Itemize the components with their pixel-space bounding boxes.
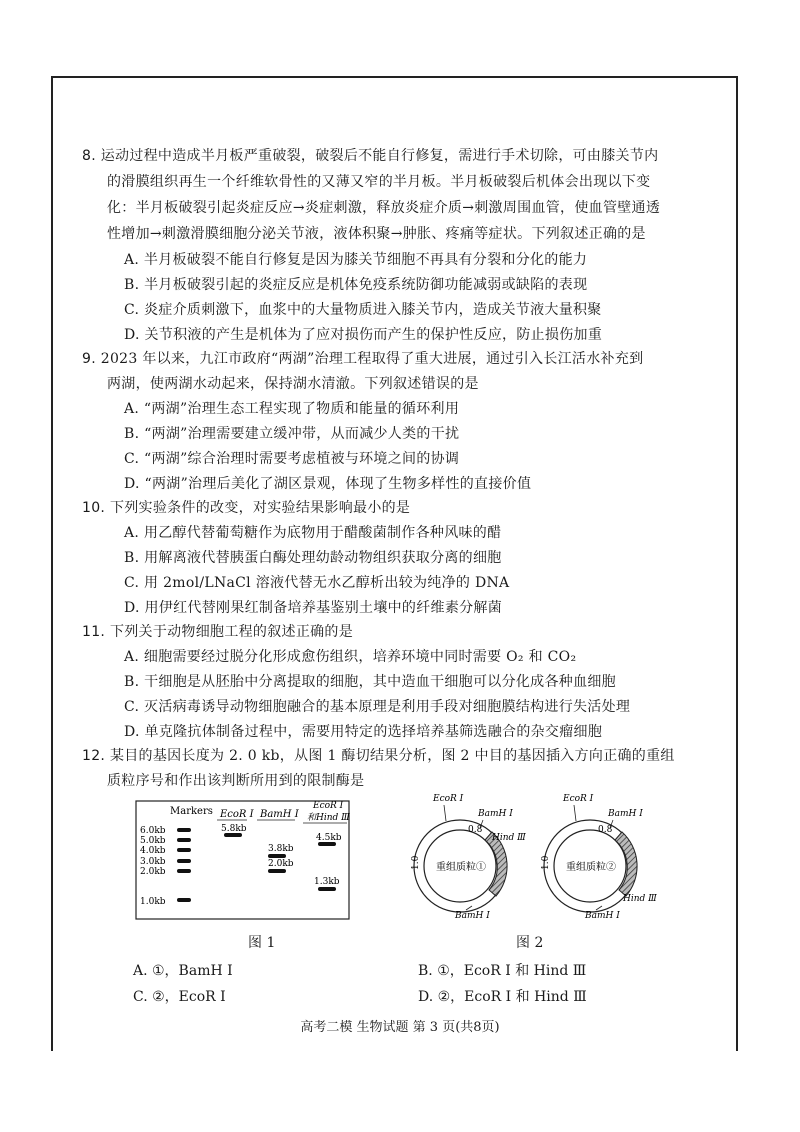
question-9-option-d: D. “两湖”治理后美化了湖区景观，体现了生物多样性的直接价值 [124,476,532,492]
plasmid-2-hind-label: Hind Ⅲ [623,894,657,904]
question-12-option-c: C. ②，EcoR Ⅰ [133,989,226,1005]
double-band-2-label: 1.3kb [314,877,340,887]
question-11-option-d: D. 单克隆抗体制备过程中，需要用特定的选择培养基筛选融合的杂交瘤细胞 [124,724,603,740]
question-9-stem-line-1 [82,349,643,369]
marker-label-3kb: 3.0kb [140,857,166,867]
figure-2-plasmid-2 [528,788,663,928]
marker-band-3kb [177,859,191,863]
plasmid-1-seg-top: 0.8 [468,825,483,835]
question-12-option-d: D. ②，EcoR Ⅰ 和 Hind Ⅲ [418,989,587,1005]
plasmid-2-bamh-bottom-pointer [596,906,602,910]
question-11-option-c: C. 灭活病毒诱导动物细胞融合的基本原理是利用手段对细胞膜结构进行失活处理 [124,699,631,715]
question-10-option-b: B. 用解离液代替胰蛋白酶处理幼龄动物组织获取分离的细胞 [124,550,502,566]
figure-2-plasmid-1 [398,788,528,928]
plasmid-2-bamh-top-label: BamH Ⅰ [608,809,643,819]
question-10-option-a: A. 用乙醇代替葡萄糖作为底物用于醋酸菌制作各种风味的醋 [124,525,502,541]
question-8-option-d: D. 关节积液的产生是机体为了应对损伤而产生的保护性反应，防止损伤加重 [124,327,603,343]
question-11-option-b: B. 干细胞是从胚胎中分离提取的细胞，其中造血干细胞可以分化成各种血细胞 [124,674,616,690]
question-9-stem-line-2: 两湖，使两湖水动起来，保持湖水清澈。下列叙述错误的是 [107,376,479,392]
marker-band-1kb [177,898,191,902]
question-9-option-b: B. “两湖”治理需要建立缓冲带，从而减少人类的干扰 [124,426,460,442]
bamh-band-1-label: 3.8kb [268,844,294,854]
marker-band-5kb [177,838,191,842]
question-9-option-a: A. “两湖”治理生态工程实现了物质和能量的循环利用 [124,401,460,417]
plasmid-2-bamh-bottom-label: BamH Ⅰ [585,911,620,921]
question-10-option-d: D. 用伊红代替刚果红制备培养基鉴别土壤中的纤维素分解菌 [124,600,503,616]
question-12-stem-text-1: 某目的基因长度为 2. 0 kb，从图 1 酶切结果分析，图 2 中目的基因插入方向正确的重组 [109,748,675,764]
plasmid-2-ecor-pointer [574,805,576,821]
marker-label-4kb: 4.0kb [140,846,166,856]
plasmid-1-seg-left: 1.0 [411,855,421,870]
question-11-number: 11. [82,624,106,640]
marker-label-2kb: 2.0kb [140,867,166,877]
question-11-stem-text-1: 下列关于动物细胞工程的叙述正确的是 [109,624,354,640]
question-8-option-b: B. 半月板破裂引起的炎症反应是机体免疫系统防御功能减弱或缺陷的表现 [124,277,588,293]
question-10-option-c: C. 用 2mol/LNaCl 溶液代替无水乙醇析出较为纯净的 DNA [124,575,510,591]
question-12-stem-line-2: 质粒序号和作出该判断所用到的限制酶是 [107,773,365,789]
ecor-band-label: 5.8kb [221,824,247,834]
plasmid-1-name: 重组质粒① [436,862,486,873]
question-8-stem-line-1 [82,146,658,166]
col-double-label-1: EcoR Ⅰ [313,801,344,811]
question-8-stem-line-2: 的滑膜组织再生一个纤维软骨性的又薄又窄的半月板。半月板破裂后机体会出现以下变 [107,174,651,190]
plasmid-2-seg-left: 1.0 [541,855,551,870]
question-9-stem-text-1: 2023 年以来，九江市政府“两湖”治理工程取得了重大进展，通过引入长江活水补充到 [100,351,644,367]
question-12-option-b: B. ①，EcoR Ⅰ 和 Hind Ⅲ [418,963,587,979]
plasmid-2-name: 重组质粒② [566,862,616,873]
figure-2-caption: 图 2 [516,935,544,951]
question-12-stem-line-1 [82,746,675,766]
col-bamh-label: BamH Ⅰ [260,809,299,820]
question-10-number: 10. [82,500,106,516]
plasmid-1-bamh-top-label: BamH Ⅰ [478,809,513,819]
question-8-option-c: C. 炎症介质刺激下，血浆中的大量物质进入膝关节内，造成关节液大量积聚 [124,302,602,318]
bamh-band-1 [268,854,286,858]
plasmid-1-bamh-bottom-pointer [466,906,472,910]
question-11-option-a: A. 细胞需要经过脱分化形成愈伤组织，培养环境中同时需要 O₂ 和 CO₂ [124,649,577,665]
bamh-band-2-label: 2.0kb [268,859,294,869]
question-8-stem-text-1: 运动过程中造成半月板严重破裂，破裂后不能自行修复，需进行手术切除，可由膝关节内 [100,148,659,164]
figure-1-caption: 图 1 [248,935,276,951]
plasmid-2-ecor-label: EcoR Ⅰ [563,794,594,804]
question-12-number: 12. [82,748,106,764]
plasmid-1-ecor-label: EcoR Ⅰ [433,794,464,804]
marker-band-6kb [177,828,191,832]
col-markers-label: Markers [170,806,213,817]
col-double-label-2: 和Hind Ⅲ [307,813,350,823]
double-band-1-label: 4.5kb [316,833,342,843]
question-8-option-a: A. 半月板破裂不能自行修复是因为膝关节细胞不再具有分裂和分化的能力 [124,252,588,268]
plasmid-2-seg-top: 0.8 [598,825,613,835]
page-footer: 高考二模 生物试题 第 3 页(共8页) [300,1020,500,1035]
question-8-number: 8. [82,148,96,164]
plasmid-1-bamh-bottom-label: BamH Ⅰ [455,911,490,921]
marker-band-2kb [177,869,191,873]
question-8-stem-line-3: 化：半月板破裂引起炎症反应→炎症刺激，释放炎症介质→刺激周围血管，使血管壁通透 [107,200,661,216]
question-9-option-c: C. “两湖”综合治理时需要考虑植被与环境之间的协调 [124,451,460,467]
figure-1-gel [135,800,350,920]
plasmid-1-hind-label: Hind Ⅲ [492,833,526,843]
marker-label-1kb: 1.0kb [140,897,166,907]
question-10-stem-text-1: 下列实验条件的改变，对实验结果影响最小的是 [109,500,411,516]
question-11-stem-line-1 [82,622,353,642]
question-8-stem-line-4: 性增加→刺激滑膜细胞分泌关节液，液体积聚→肿胀、疼痛等症状。下列叙述正确的是 [107,226,646,242]
marker-label-5kb: 5.0kb [140,836,166,846]
bamh-band-2 [268,869,286,873]
question-12-option-a: A. ①，BamH Ⅰ [133,963,233,979]
question-9-number: 9. [82,351,96,367]
plasmid-1-ecor-pointer [444,805,446,821]
double-band-2 [318,887,336,891]
marker-label-6kb: 6.0kb [140,826,166,836]
col-ecor-label: EcoR Ⅰ [220,809,254,820]
marker-band-4kb [177,848,191,852]
question-10-stem-line-1 [82,498,410,518]
